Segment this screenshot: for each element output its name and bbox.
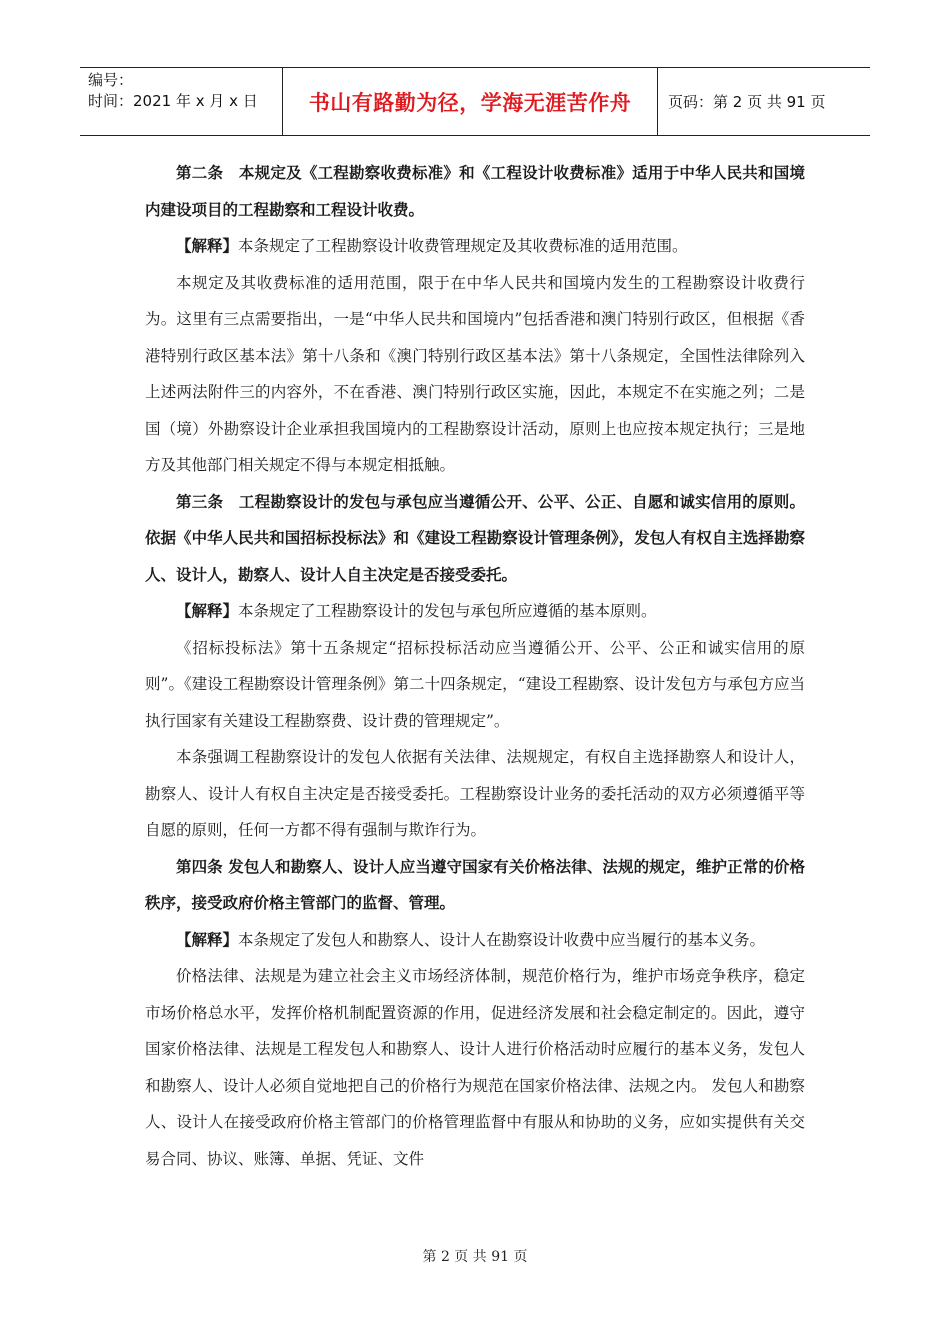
paragraph-text: 本规定及其收费标准的适用范围，限于在中华人民共和国境内发生的工程勘察设计收费行为。这里有三点需要指出，一是“中华人民共和国境内”包括香港和澳门特别行政区，但根据《香港特别行政区基本法》第十八条和《澳门特别行政区基本法》第十八条规定，全国性法律除列入上述两法附件三的内容外，不在香港、澳门特别行政区实施，因此，本规定不在实施之列；二是国（境）外勘察设计企业承担我国境内的工程勘察设计活动，原则上也应按本规定执行；三是地方及其他部门相关规定不得与本规定相抵触。 bbox=[145, 273, 805, 474]
page-footer: 第 2 页 共 91 页 bbox=[422, 1249, 528, 1265]
paragraph-text: 本条规定了工程勘察设计的发包与承包所应遵循的基本原则。 bbox=[238, 602, 657, 620]
paragraph-text: 本条规定了发包人和勘察人、设计人在勘察设计收费中应当履行的基本义务。 bbox=[238, 930, 766, 949]
paragraph bbox=[145, 630, 805, 740]
paragraph bbox=[145, 593, 805, 630]
date-label: 时间：2021 年 x 月 x 日 bbox=[88, 92, 258, 110]
article-heading bbox=[145, 484, 805, 594]
paragraph-text: 第三条 工程勘察设计的发包与承包应当遵循公开、公平、公正、自愿和诚实信用的原则。依据《中华人民共和国招标投标法》和《建设工程勘察设计管理条例》，发包人有权自主选择勘察人、设计人，勘察人、设计人自主决定是否接受委托。 bbox=[145, 492, 805, 584]
number-label: 编号： bbox=[88, 71, 134, 89]
document-body bbox=[145, 155, 805, 1177]
paragraph-text: 本条规定了工程勘察设计收费管理规定及其收费标准的适用范围。 bbox=[238, 237, 688, 255]
header-table bbox=[80, 67, 870, 136]
explanation-tag: 【解释】 bbox=[176, 930, 239, 949]
paragraph bbox=[145, 958, 805, 1177]
paragraph bbox=[145, 739, 805, 849]
explanation-tag: 【解释】 bbox=[176, 602, 239, 620]
page-info: 页码：第 2 页 共 91 页 bbox=[668, 93, 826, 111]
article-heading bbox=[145, 849, 805, 922]
paragraph-text: 第二条 本规定及《工程勘察收费标准》和《工程设计收费标准》适用于中华人民共和国境内建设项目的工程勘察和工程设计收费。 bbox=[145, 164, 805, 219]
paragraph-text: 价格法律、法规是为建立社会主义市场经济体制，规范价格行为，维护市场竞争秩序，稳定市场价格总水平，发挥价格机制配置资源的作用，促进经济发展和社会稳定制定的。因此，遵守国家价格法律、法规是工程发包人和勘察人、设计人进行价格活动时应履行的基本义务，发包人和勘察人、设计人必须自觉地把自己的价格行为规范在国家价格法律、法规之内。 发包人和勘察人、设计人在接受政府价格主管部门的价格管理监督中有服从和协助的义务，应如实提供有关交易合同、协议、账簿、单据、凭证、文件 bbox=[145, 967, 805, 1168]
paragraph bbox=[145, 265, 805, 484]
paragraph-text: 《招标投标法》第十五条规定“招标投标活动应当遵循公开、公平、公正和诚实信用的原则”。《建设工程勘察设计管理条例》第二十四条规定，“建设工程勘察、设计发包方与承包方应当执行国家有关建设工程勘察费、设计费的管理规定”。 bbox=[145, 638, 805, 730]
header-meta-cell bbox=[80, 68, 283, 135]
paragraph-text: 第四条 发包人和勘察人、设计人应当遵守国家有关价格法律、法规的规定，维护正常的价格秩序，接受政府价格主管部门的监督、管理。 bbox=[145, 857, 805, 912]
explanation-tag: 【解释】 bbox=[176, 237, 239, 255]
motto: 书山有路勤为径，学海无涯苦作舟 bbox=[283, 68, 658, 135]
paragraph bbox=[145, 922, 805, 959]
article-heading bbox=[145, 155, 805, 228]
paragraph bbox=[145, 228, 805, 265]
paragraph-text: 本条强调工程勘察设计的发包人依据有关法律、法规规定，有权自主选择勘察人和设计人，勘察人、设计人有权自主决定是否接受委托。工程勘察设计业务的委托活动的双方必须遵循平等自愿的原则，任何一方都不得有强制与欺诈行为。 bbox=[145, 748, 805, 839]
